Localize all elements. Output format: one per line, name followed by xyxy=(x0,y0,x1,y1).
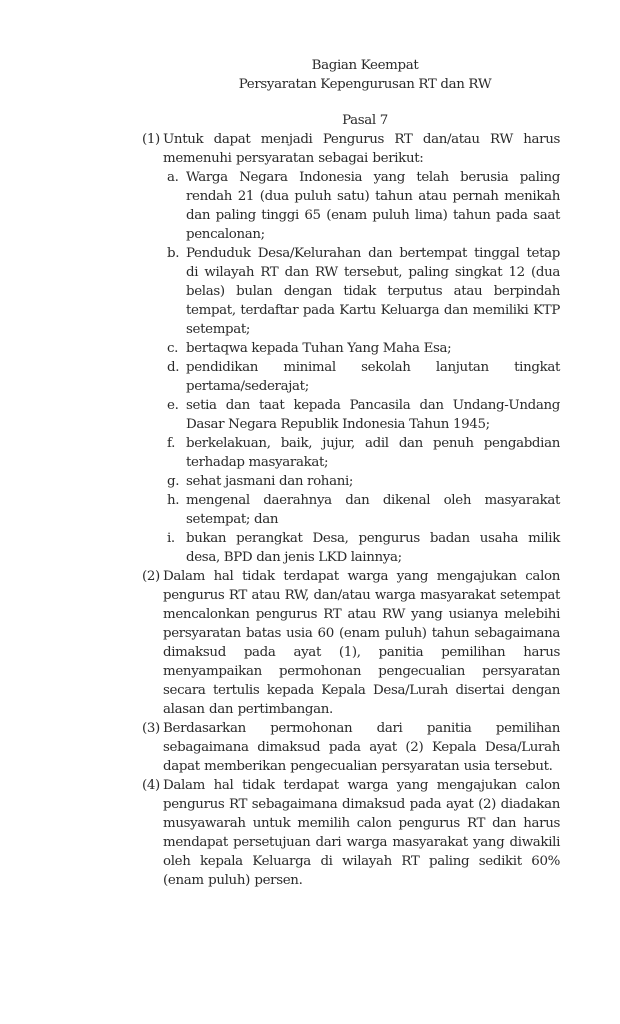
list-item-text: bukan perangkat Desa, pengurus badan usaha milik desa, BPD dan jenis LKD lainnya; xyxy=(186,531,560,565)
article-heading xyxy=(156,111,574,130)
paragraph-number: (1) xyxy=(142,132,160,147)
paragraph-text: Untuk dapat menjadi Pengurus RT dan/atau RW harus memenuhi persyaratan sebagai berikut: xyxy=(163,132,560,166)
list-item-f xyxy=(163,434,560,472)
list-item-text: mengenal daerahnya dan dikenal oleh masyarakat setempat; dan xyxy=(186,493,560,527)
section-title: Bagian Keempat xyxy=(311,58,419,73)
list-item-letter: b. xyxy=(167,246,180,261)
paragraph-1 xyxy=(142,130,560,567)
list-item-g xyxy=(163,472,560,491)
list-item-text: Warga Negara Indonesia yang telah berusia paling rendah 21 (dua puluh satu) tahun atau pernah menikah dan paling tinggi 65 (enam puluh lima) tahun pada saat pencalonan; xyxy=(186,170,560,242)
list-item-letter: c. xyxy=(167,341,179,356)
section-heading xyxy=(156,56,574,94)
list-item-b xyxy=(163,244,560,339)
list-item-letter: d. xyxy=(167,360,180,375)
list-item-letter: f. xyxy=(167,436,176,451)
list-item-text: berkelakuan, baik, jujur, adil dan penuh pengabdian terhadap masyarakat; xyxy=(186,436,560,470)
paragraph-4 xyxy=(142,776,560,890)
paragraph-3 xyxy=(142,719,560,776)
paragraph-text: Dalam hal tidak terdapat warga yang mengajukan calon pengurus RT atau RW, dan/atau warga masyarakat setempat mencalonkan pengurus RT atau RW yang usianya melebihi persyaratan batas usia 60 (enam puluh) tahun sebagaimana dimaksud pada ayat (1), panitia pemilihan harus menyampaikan permohonan pengecualian persyaratan secara tertulis kepada Kepala Desa/Lurah disertai dengan alasan dan pertimbangan. xyxy=(163,569,560,717)
list-item-e xyxy=(163,396,560,434)
paragraph-number: (3) xyxy=(142,721,160,736)
list-item-text: Penduduk Desa/Kelurahan dan bertempat tinggal tetap di wilayah RT dan RW tersebut, paling singkat 12 (dua belas) bulan dengan tidak terputus atau berpindah tempat, terdaftar pada Kartu Keluarga dan memiliki KTP setempat; xyxy=(186,246,560,337)
list-item-letter: e. xyxy=(167,398,179,413)
list-item-letter: i. xyxy=(167,531,175,546)
list-item-letter: h. xyxy=(167,493,180,508)
list-item-letter: g. xyxy=(167,474,180,489)
paragraph-number: (2) xyxy=(142,569,160,584)
paragraph-2 xyxy=(142,567,560,719)
list-item-text: sehat jasmani dan rohani; xyxy=(186,474,354,489)
list-item-letter: a. xyxy=(167,170,179,185)
paragraph-text: Berdasarkan permohonan dari panitia pemilihan sebagaimana dimaksud pada ayat (2) Kepala Desa/Lurah dapat memberikan pengecualian persyaratan usia tersebut. xyxy=(163,721,560,774)
paragraph-number: (4) xyxy=(142,778,160,793)
list-item-text: bertaqwa kepada Tuhan Yang Maha Esa; xyxy=(186,341,452,356)
requirement-list xyxy=(163,168,560,567)
list-item-a xyxy=(163,168,560,244)
list-item-text: pendidikan minimal sekolah lanjutan tingkat pertama/sederajat; xyxy=(186,360,560,394)
list-item-h xyxy=(163,491,560,529)
paragraph-text: Dalam hal tidak terdapat warga yang mengajukan calon pengurus RT sebagaimana dimaksud pada ayat (2) diadakan musyawarah untuk memilih calon pengurus RT dan harus mendapat persetujuan dari warga masyarakat yang diwakili oleh kepala Keluarga di wilayah RT paling sedikit 60% (enam puluh) persen. xyxy=(163,778,560,888)
section-subtitle: Persyaratan Kepengurusan RT dan RW xyxy=(238,77,492,92)
list-item-d xyxy=(163,358,560,396)
document-page xyxy=(142,56,560,890)
list-item-i xyxy=(163,529,560,567)
list-item-c xyxy=(163,339,560,358)
article-title: Pasal 7 xyxy=(342,113,388,128)
list-item-text: setia dan taat kepada Pancasila dan Undang-Undang Dasar Negara Republik Indonesia Tahun 1945; xyxy=(186,398,560,432)
spacer xyxy=(142,94,560,111)
